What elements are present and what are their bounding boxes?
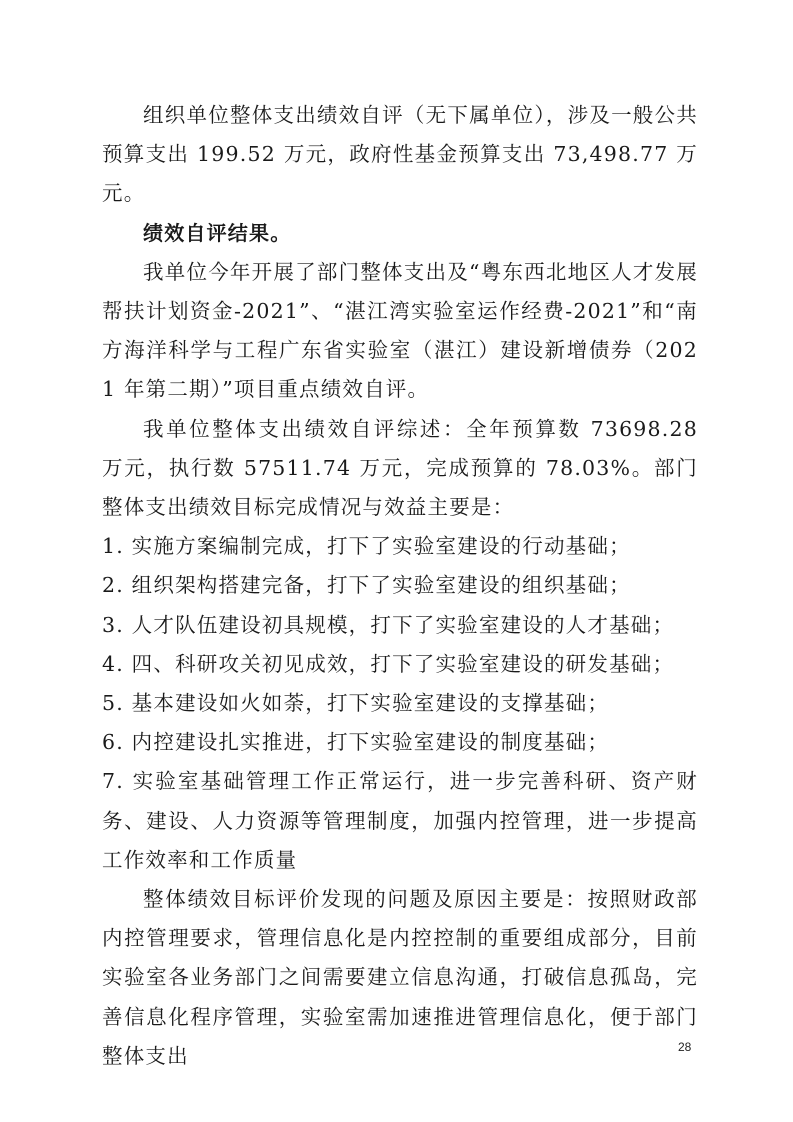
list-item: 2. 组织架构搭建完备，打下了实验室建设的组织基础； [102, 573, 631, 598]
page-number: 28 [678, 1040, 692, 1054]
list-item: 5. 基本建设如火如荼，打下实验室建设的支撑基础； [102, 691, 610, 716]
paragraph-issues: 整体绩效目标评价发现的问题及原因主要是：按照财政部内控管理要求，管理信息化是内控控制的重要组成部分，目前实验室各业务部门之间需要建立信息沟通，打破信息孤岛，完善信息化程序管理，实验室需加速推进管理信息化，便于部门整体支出 [102, 887, 698, 1068]
list-item: 3. 人才队伍建设初具规模，打下了实验室建设的人才基础； [102, 612, 675, 637]
paragraph-evaluation-items: 我单位今年开展了部门整体支出及“粤东西北地区人才发展帮扶计划资金-2021”、“湛江湾实验室运作经费-2021”和“南方海洋科学与工程广东省实验室（湛江）建设新增债券（2021 年第二期）”项目重点绩效自评。 [102, 259, 698, 402]
list-item: 4. 四、科研攻关初见成效，打下了实验室建设的研发基础； [102, 651, 675, 676]
paragraph-scope: 组织单位整体支出绩效自评（无下属单位），涉及一般公共预算支出 199.52 万元，政府性基金预算支出 73,498.77 万元。 [102, 103, 698, 206]
document-body [102, 96, 698, 1076]
list-item: 7. 实验室基础管理工作正常运行，进一步完善科研、资产财务、建设、人力资源等管理制度，加强内控管理，进一步提高工作效率和工作质量 [102, 769, 698, 872]
list-item: 1. 实施方案编制完成，打下了实验室建设的行动基础； [102, 534, 631, 559]
list-item: 6. 内控建设扎实推进，打下实验室建设的制度基础； [102, 730, 610, 755]
section-heading: 绩效自评结果。 [143, 220, 292, 245]
paragraph-summary: 我单位整体支出绩效自评综述：全年预算数 73698.28 万元，执行数 57511.74 万元，完成预算的 78.03%。部门整体支出绩效目标完成情况与效益主要是： [102, 416, 698, 520]
